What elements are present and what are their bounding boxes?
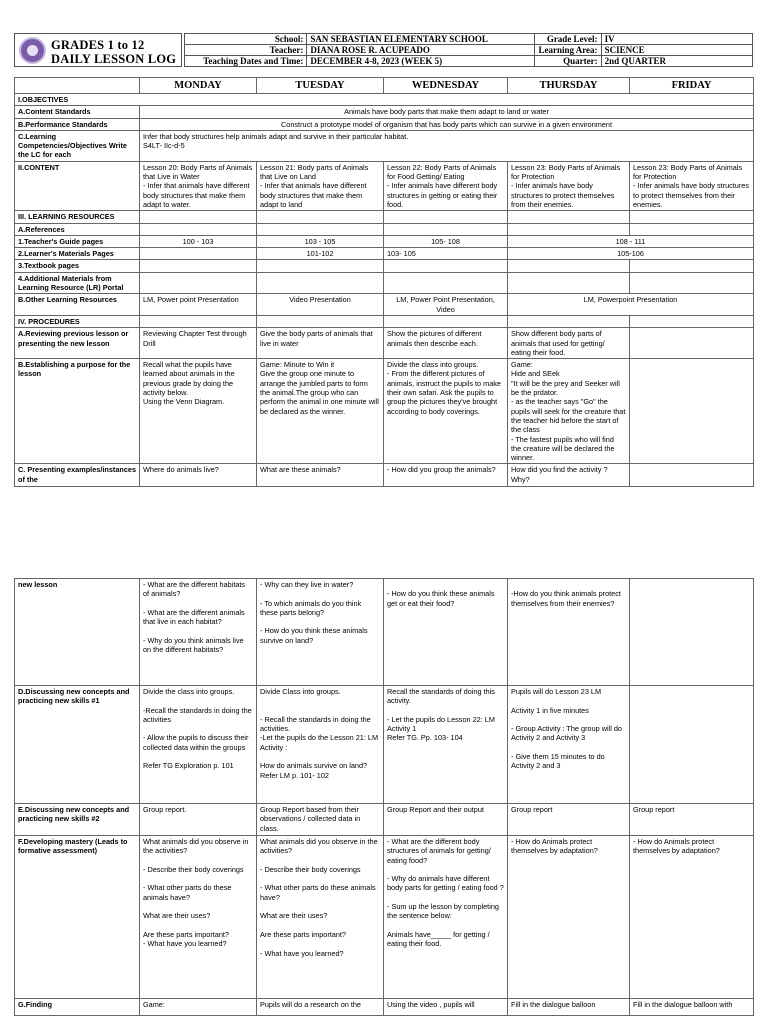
new-lesson-wednesday: - How do you think these animals get or eat their food?: [384, 579, 508, 686]
competencies-label: C.Learning Competencies/Objectives Write the LC for each: [15, 130, 140, 161]
dates-label: Teaching Dates and Time:: [185, 56, 307, 67]
day-header-thursday: THURSDAY: [508, 78, 630, 94]
learning-resources-label: III. LEARNING RESOURCES: [15, 211, 140, 223]
content-tuesday: Lesson 21: Body parts of Animals that Live on Land - Infer that animals have different body structures that make them adapt to land: [257, 161, 384, 210]
teacher-label: Teacher:: [185, 45, 307, 56]
additional-materials-label: 4.Additional Materials from Learning Resource (LR) Portal: [15, 272, 140, 294]
school-value: SAN SEBASTIAN ELEMENTARY SCHOOL: [307, 34, 535, 45]
info-table: [184, 33, 753, 67]
tg-tuesday: 103 - 105: [257, 235, 384, 247]
review-monday: Reviewing Chapter Test through Drill: [140, 328, 257, 359]
content-wednesday: Lesson 22: Body Parts of Animals for Food Getting/ Eating - Infer animals have different body structures in getting or eating their food.: [384, 161, 508, 210]
day-header-tuesday: TUESDAY: [257, 78, 384, 94]
lm-thursday-friday: 105-106: [508, 248, 754, 260]
other-monday: LM, Power point Presentation: [140, 294, 257, 316]
other-thursday-friday: LM, Powerpoint Presentation: [508, 294, 754, 316]
new-lesson-thursday: -How do you think animals protect themselves from their enemies?: [508, 579, 630, 686]
purpose-monday: Recall what the pupils have learned about animals in the previous grade by doing the activity below. Using the Venn Diagram.: [140, 359, 257, 464]
content-monday: Lesson 20: Body Parts of Animals that Live in Water - Infer that animals have different body structures that make them adapt to water.: [140, 161, 257, 210]
school-label: School:: [185, 34, 307, 45]
mastery-thursday: - How do Animals protect themselves by adaptation?: [508, 836, 630, 999]
discussing1-monday: Divide the class into groups. -Recall the standards in doing the activities - Allow the pupils to discuss their collected data within the groups Refer TG Exploration p. 101: [140, 686, 257, 804]
quarter-value: 2nd QUARTER: [601, 56, 752, 67]
quarter-label: Quarter:: [535, 56, 601, 67]
other-tuesday: Video Presentation: [257, 294, 384, 316]
lm-pages-label: 2.Learner's Materials Pages: [15, 248, 140, 260]
review-thursday: Show different body parts of animals that used for getting/ eating their food.: [508, 328, 630, 359]
day-header-monday: MONDAY: [140, 78, 257, 94]
finding-wednesday: Using the video , pupils will: [384, 999, 508, 1016]
page-two: [0, 575, 768, 1024]
references-label: A.References: [15, 223, 140, 235]
finding-label: G.Finding: [15, 999, 140, 1016]
presenting-monday: Where do animals live?: [140, 464, 257, 487]
discussing1-label: D.Discussing new concepts and practicing new skills #1: [15, 686, 140, 804]
new-lesson-monday: - What are the different habitats of animals? - What are the different animals that live in each habitat? - Why do you think animals live on the different habitats?: [140, 579, 257, 686]
area-value: SCIENCE: [601, 45, 752, 56]
dates-value: DECEMBER 4-8, 2023 (WEEK 5): [307, 56, 535, 67]
grade-label: Grade Level:: [535, 34, 601, 45]
new-lesson-tuesday: - Why can they live in water? - To which animals do you think these parts belong? - How do you think these animals survive on land?: [257, 579, 384, 686]
corner-cell: [15, 78, 140, 94]
finding-thursday: Fill in the dialogue balloon: [508, 999, 630, 1016]
lm-tuesday: 101-102: [257, 248, 384, 260]
page-gap: [0, 530, 768, 575]
presenting-thursday: How did you find the activity ? Why?: [508, 464, 630, 487]
discussing2-monday: Group report.: [140, 804, 257, 836]
discussing1-thursday: Pupils will do Lesson 23 LM Activity 1 in five minutes - Group Activity : The group will do Activity 2 and Activity 3 - Give them 15 minutes to do Activity 2 and 3: [508, 686, 630, 804]
discussing1-wednesday: Recall the standards of doing this activity. - Let the pupils do Lesson 22: LM Activity 1 Refer TG. Pp. 103- 104: [384, 686, 508, 804]
competencies-text: Infer that body structures help animals adapt and survive in their particular habitat. S4LT- IIc-d-5: [140, 130, 754, 161]
day-header-friday: FRIDAY: [630, 78, 754, 94]
review-tuesday: Give the body parts of animals that live in water: [257, 328, 384, 359]
purpose-thursday: Game: Hide and SEek "It will be the prey and Seeker will be the prdator. - as the teacher says "Go" the pupils will seek for the creature that the teacher hid before the start of the class - The fastest pupils who will find the creature will be declared the winner.: [508, 359, 630, 464]
reviewing-label: A.Reviewing previous lesson or presenting the new lesson: [15, 328, 140, 359]
lesson-table-page2: [14, 578, 754, 1016]
mastery-tuesday: What animals did you observe in the activities? - Describe their body coverings - What other parts do these animals have? What are their uses? Are these parts important? - What have you learned?: [257, 836, 384, 999]
content-friday: Lesson 23: Body Parts of Animals for Protection - Infer animals have body structures to protect themselves from their enemies.: [630, 161, 754, 210]
discussing2-wednesday: Group Report and their output: [384, 804, 508, 836]
tg-thursday-friday: 108 - 111: [508, 235, 754, 247]
textbook-label: 3.Textbook pages: [15, 260, 140, 272]
presenting-label: C. Presenting examples/instances of the: [15, 464, 140, 487]
header-title-line1: GRADES 1 to 12: [51, 38, 145, 52]
content-thursday: Lesson 23: Body Parts of Animals for Protection - Infer animals have body structures to protect themselves from their enemies.: [508, 161, 630, 210]
finding-monday: Game:: [140, 999, 257, 1016]
mastery-monday: What animals did you observe in the activities? - Describe their body coverings - What other parts do these animals have? What are their uses? Are these parts important? - What have you learned?: [140, 836, 257, 999]
mastery-wednesday: - What are the different body structures of animals for getting/ eating food? - Why do animals have different body parts for getting / eating food ? - Sum up the lesson by completing the sentence below: Animals have_____ for getting / eating their food.: [384, 836, 508, 999]
review-wednesday: Show the pictures of different animals then describe each.: [384, 328, 508, 359]
performance-standards-label: B.Performance Standards: [15, 118, 140, 130]
header: [14, 33, 753, 67]
discussing1-tuesday: Divide Class into groups. - Recall the standards in doing the activities. -Let the pupils do the Lesson 21: LM Activity : How do animals survive on land? Refer LM p. 101- 102: [257, 686, 384, 804]
header-title-line2: DAILY LESSON LOG: [51, 52, 177, 66]
content-label: II.CONTENT: [15, 161, 140, 210]
performance-standards-text: Construct a prototype model of organism that has body parts which can survive in a given environment: [140, 118, 754, 130]
tg-wednesday: 105- 108: [384, 235, 508, 247]
area-label: Learning Area:: [535, 45, 601, 56]
other-resources-label: B.Other Learning Resources: [15, 294, 140, 316]
purpose-wednesday: Divide the class into groups. - From the different pictures of animals, instruct the pupils to make their own safari. Ask the pupils to group the pictures they've brought according to body coverings.: [384, 359, 508, 464]
teacher-value: DIANA ROSE R. ACUPEADO: [307, 45, 535, 56]
discussing2-thursday: Group report: [508, 804, 630, 836]
discussing2-tuesday: Group Report based from their observations / collected data in class.: [257, 804, 384, 836]
procedures-label: IV. PROCEDURES: [15, 315, 140, 327]
lm-wednesday: 103- 105: [384, 248, 508, 260]
tg-monday: 100 - 103: [140, 235, 257, 247]
content-standards-label: A.Content Standards: [15, 106, 140, 118]
purpose-tuesday: Game: Minute to Win it Give the group one minute to arrange the jumbled parts to form the animal.The group who can perform the animal in one minute will be declared as the winner.: [257, 359, 384, 464]
grade-value: IV: [601, 34, 752, 45]
presenting-wednesday: - How did you group the animals?: [384, 464, 508, 487]
new-lesson-label: new lesson: [15, 579, 140, 686]
objectives-heading: I.OBJECTIVES: [15, 94, 754, 106]
content-standards-text: Animals have body parts that make them adapt to land or water: [140, 106, 754, 118]
discussing2-friday: Group report: [630, 804, 754, 836]
mastery-friday: - How do Animals protect themselves by adaptation?: [630, 836, 754, 999]
mastery-label: F.Developing mastery (Leads to formative assessment): [15, 836, 140, 999]
finding-friday: Fill in the dialogue balloon with: [630, 999, 754, 1016]
discussing2-label: E.Discussing new concepts and practicing new skills #2: [15, 804, 140, 836]
purpose-label: B.Establishing a purpose for the lesson: [15, 359, 140, 464]
tg-pages-label: 1.Teacher's Guide pages: [15, 235, 140, 247]
deped-seal-icon: [19, 37, 46, 64]
finding-tuesday: Pupils will do a research on the: [257, 999, 384, 1016]
lesson-table-page1: [14, 77, 754, 487]
day-header-wednesday: WEDNESDAY: [384, 78, 508, 94]
logo-box: [14, 33, 182, 67]
presenting-tuesday: What are these animals?: [257, 464, 384, 487]
other-wednesday: LM, Power Point Presentation, Video: [384, 294, 508, 316]
